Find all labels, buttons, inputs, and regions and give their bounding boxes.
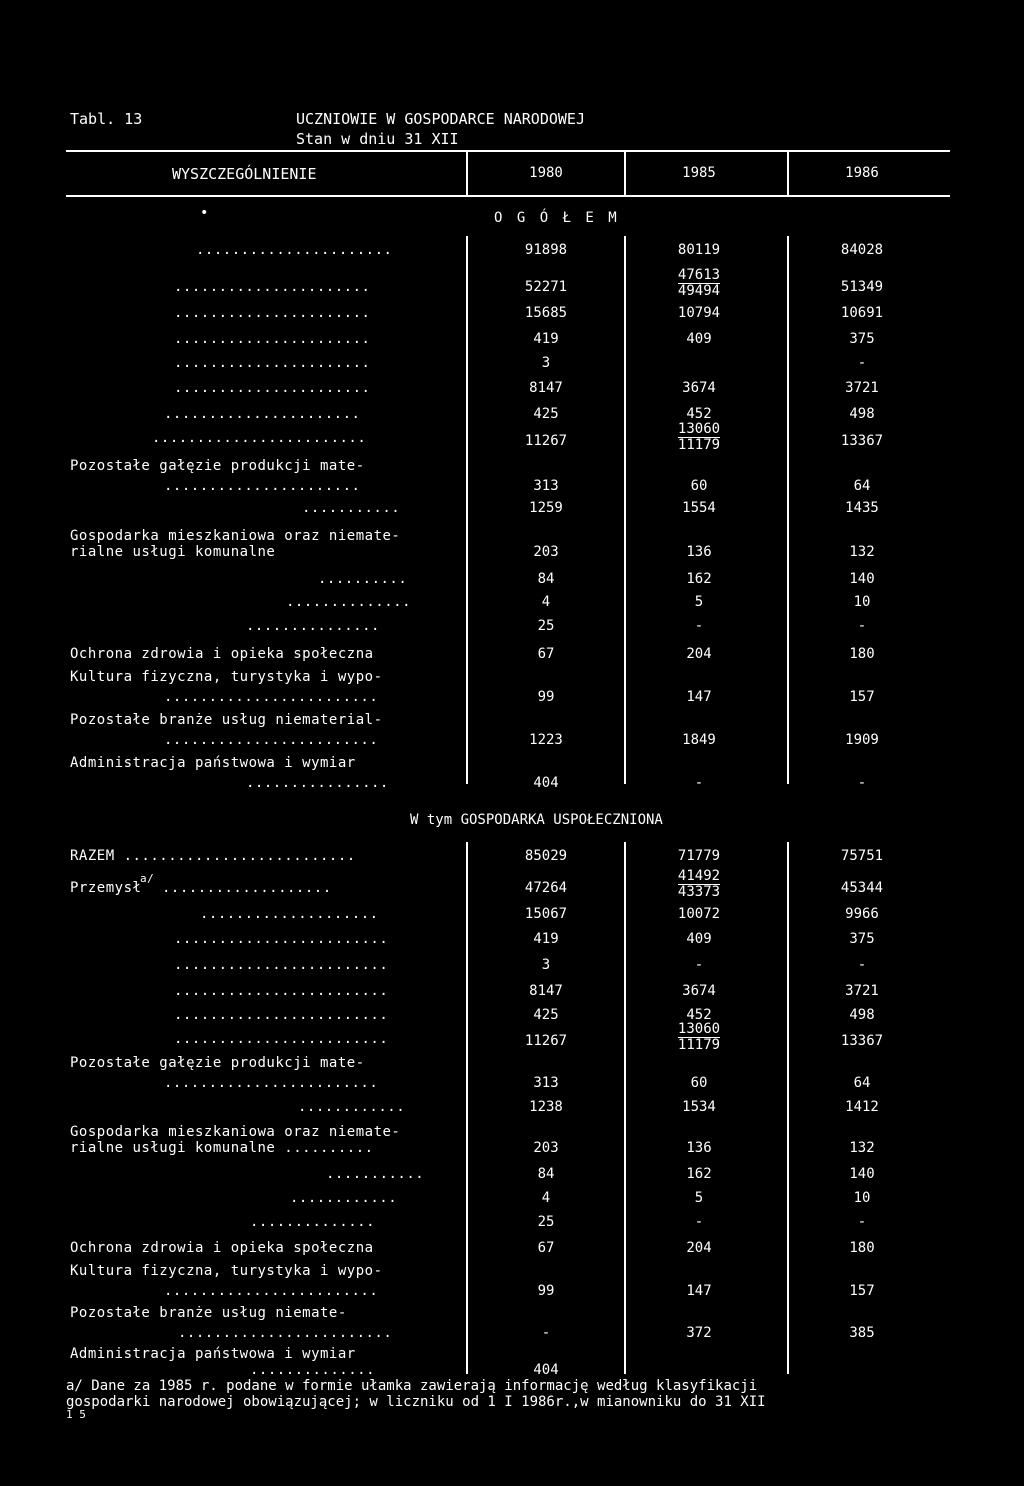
row-label-line1: Gospodarka mieszkaniowa oraz niemate- xyxy=(70,528,401,544)
cell-1986: 10 xyxy=(853,1190,871,1206)
cell-1985: 71779 xyxy=(677,848,721,864)
cell-1986: 75751 xyxy=(840,848,884,864)
cell-1980: 91898 xyxy=(524,242,568,258)
cell-1985: - xyxy=(694,618,704,634)
cell-1986: 10 xyxy=(853,594,871,610)
cell-1980: 52271 xyxy=(524,279,568,295)
footnote-line3: 1 5 xyxy=(66,1408,86,1421)
row-label: ...................... xyxy=(174,355,371,371)
cell-1985: 5 xyxy=(694,1190,704,1206)
column-divider xyxy=(466,152,468,195)
cell-1985: 10072 xyxy=(677,906,721,922)
cell-1980: 4 xyxy=(541,594,551,610)
row-label: ...................... xyxy=(174,279,371,295)
fraction-denominator: 49494 xyxy=(677,283,721,299)
cell-1980: 1259 xyxy=(529,500,563,516)
column-header-1985: 1985 xyxy=(682,165,716,181)
cell-1986: 9966 xyxy=(845,906,879,922)
row-label: ........................ xyxy=(164,689,379,705)
row-label: ........................ xyxy=(174,983,389,999)
cell-1980: 313 xyxy=(533,1075,559,1091)
cell-1980: 8147 xyxy=(529,983,563,999)
cell-1986: 1909 xyxy=(845,732,879,748)
fraction-value xyxy=(639,422,759,453)
cell-1980: 67 xyxy=(537,646,555,662)
cell-1986: 180 xyxy=(849,1240,875,1256)
cell-1985: 409 xyxy=(686,331,712,347)
cell-1986: 3721 xyxy=(845,983,879,999)
cell-1985: 60 xyxy=(690,1075,708,1091)
cell-1986: 51349 xyxy=(840,279,884,295)
row-label: ........................ xyxy=(174,957,389,973)
cell-1980: 99 xyxy=(537,1283,555,1299)
row-label-line1: Pozostałe branże usług niemate- xyxy=(70,1305,347,1321)
cell-1980: 3 xyxy=(541,957,551,973)
cell-1980: 15685 xyxy=(524,305,568,321)
row-label: ...................... xyxy=(164,478,361,494)
row-label: .............. xyxy=(286,594,412,610)
row-label: ........................ xyxy=(174,931,389,947)
column-divider xyxy=(466,236,468,784)
cell-1985: 80119 xyxy=(677,242,721,258)
cell-1985: 162 xyxy=(686,571,712,587)
cell-1986: 140 xyxy=(849,1166,875,1182)
row-label: ........................ xyxy=(152,430,367,446)
row-label: .......... xyxy=(318,571,408,587)
cell-1985: 162 xyxy=(686,1166,712,1182)
cell-1980: 4 xyxy=(541,1190,551,1206)
column-divider xyxy=(787,842,789,1374)
cell-1980: 203 xyxy=(533,544,559,560)
header-rule xyxy=(66,195,950,197)
row-label: ...................... xyxy=(174,380,371,396)
cell-1986: 13367 xyxy=(840,1033,884,1049)
row-label: ............ xyxy=(298,1099,406,1115)
cell-1980: 25 xyxy=(537,618,555,634)
cell-1985: 3674 xyxy=(682,380,716,396)
section-marker: • xyxy=(200,205,212,221)
row-label: Ochrona zdrowia i opieka społeczna xyxy=(70,646,374,662)
cell-1986: 64 xyxy=(853,1075,871,1091)
cell-1980: 1238 xyxy=(529,1099,563,1115)
cell-1986: 45344 xyxy=(840,880,884,896)
row-label-line1: Gospodarka mieszkaniowa oraz niemate- xyxy=(70,1124,401,1140)
fraction-numerator: 13060 xyxy=(677,1021,721,1037)
fraction-denominator: 11179 xyxy=(677,437,721,453)
cell-1985: - xyxy=(694,957,704,973)
row-label-line1: Administracja państwowa i wymiar xyxy=(70,1346,356,1362)
cell-1980: 425 xyxy=(533,1007,559,1023)
cell-1986: 10691 xyxy=(840,305,884,321)
cell-1980: 203 xyxy=(533,1140,559,1156)
row-label: ........................ xyxy=(178,1325,393,1341)
cell-1986: 157 xyxy=(849,689,875,705)
cell-1985: 204 xyxy=(686,646,712,662)
cell-1980: 11267 xyxy=(524,433,568,449)
cell-1985: - xyxy=(694,775,704,791)
row-label: ...................... xyxy=(196,242,393,258)
top-rule xyxy=(66,150,950,152)
column-divider xyxy=(624,842,626,1374)
cell-1986: - xyxy=(857,618,867,634)
section2-title: W tym GOSPODARKA USPOŁECZNIONA xyxy=(410,812,663,828)
row-label: ...................... xyxy=(174,331,371,347)
cell-1986: 375 xyxy=(849,931,875,947)
cell-1986: 498 xyxy=(849,1007,875,1023)
cell-1980: 99 xyxy=(537,689,555,705)
fraction-numerator: 41492 xyxy=(677,868,721,884)
cell-1986: 385 xyxy=(849,1325,875,1341)
row-label-line1: Pozostałe branże usług niematerial- xyxy=(70,712,383,728)
cell-1980: 8147 xyxy=(529,380,563,396)
cell-1986: 13367 xyxy=(840,433,884,449)
cell-1985: 136 xyxy=(686,544,712,560)
row-label: Przemysł xyxy=(70,880,142,896)
cell-1985: - xyxy=(694,1214,704,1230)
cell-1980: 67 xyxy=(537,1240,555,1256)
cell-1986: 132 xyxy=(849,544,875,560)
row-label: .................... xyxy=(200,906,379,922)
column-divider xyxy=(787,236,789,784)
fraction-value xyxy=(639,1022,759,1053)
cell-1985: 372 xyxy=(686,1325,712,1341)
cell-1985: 3674 xyxy=(682,983,716,999)
row-label: .............. xyxy=(250,1214,376,1230)
cell-1985: 10794 xyxy=(677,305,721,321)
cell-1986: 498 xyxy=(849,406,875,422)
row-label: ............... xyxy=(246,618,380,634)
cell-1986: - xyxy=(857,957,867,973)
cell-1985: 147 xyxy=(686,689,712,705)
cell-1986: 84028 xyxy=(840,242,884,258)
section1-title: O G Ó Ł E M xyxy=(494,210,620,226)
cell-1985: 136 xyxy=(686,1140,712,1156)
cell-1980: 84 xyxy=(537,1166,555,1182)
cell-1986: 140 xyxy=(849,571,875,587)
cell-1980: 425 xyxy=(533,406,559,422)
row-label: ........................ xyxy=(164,732,379,748)
table-subtitle: Stan w dniu 31 XII xyxy=(296,130,459,148)
cell-1986: 64 xyxy=(853,478,871,494)
column-divider xyxy=(624,236,626,784)
fraction-value xyxy=(639,268,759,299)
cell-1985: 1849 xyxy=(682,732,716,748)
row-label: rialne usługi komunalne .......... xyxy=(70,1140,374,1156)
cell-1985: 60 xyxy=(690,478,708,494)
cell-1980: 15067 xyxy=(524,906,568,922)
fraction-numerator: 47613 xyxy=(677,267,721,283)
cell-1986: 375 xyxy=(849,331,875,347)
footnote-line1: a/ Dane za 1985 r. podane w formie ułamka zawierają informację według klasyfikacji xyxy=(66,1378,758,1394)
row-label: ........... xyxy=(326,1166,425,1182)
cell-1980: 419 xyxy=(533,331,559,347)
column-divider xyxy=(624,152,626,195)
column-divider xyxy=(787,152,789,195)
footnote-line2: gospodarki narodowej obowiązującej; w liczniku od 1 I 1986r.,w mianowniku do 31 XII xyxy=(66,1394,766,1410)
row-label: .............. xyxy=(250,1362,376,1378)
row-label: RAZEM .......................... xyxy=(70,848,356,864)
cell-1985: 409 xyxy=(686,931,712,947)
row-label-line1: Pozostałe gałęzie produkcji mate- xyxy=(70,458,365,474)
cell-1980: 404 xyxy=(533,1362,559,1378)
row-label: ................ xyxy=(246,775,389,791)
row-label: ...................... xyxy=(174,305,371,321)
row-label: ........................ xyxy=(164,1283,379,1299)
column-header-1986: 1986 xyxy=(845,165,879,181)
row-label: ...................... xyxy=(164,406,361,422)
row-label: ........................ xyxy=(174,1007,389,1023)
row-label: ........................ xyxy=(174,1031,389,1047)
fraction-numerator: 13060 xyxy=(677,421,721,437)
table-title: UCZNIOWIE W GOSPODARCE NARODOWEJ xyxy=(296,110,585,128)
row-label: Ochrona zdrowia i opieka społeczna xyxy=(70,1240,374,1256)
cell-1986: 1412 xyxy=(845,1099,879,1115)
cell-1980: - xyxy=(541,1325,551,1341)
row-label-line1: Pozostałe gałęzie produkcji mate- xyxy=(70,1055,365,1071)
cell-1986: 180 xyxy=(849,646,875,662)
column-header-1980: 1980 xyxy=(529,165,563,181)
row-label: ............ xyxy=(290,1190,398,1206)
cell-1985: 1554 xyxy=(682,500,716,516)
table-number: Tabl. 13 xyxy=(70,110,143,128)
fraction-denominator: 43373 xyxy=(677,884,721,900)
cell-1985: 5 xyxy=(694,594,704,610)
cell-1986: 157 xyxy=(849,1283,875,1299)
row-label: ........... xyxy=(302,500,401,516)
row-label: rialne usługi komunalne xyxy=(70,544,276,560)
row-label-line1: Administracja państwowa i wymiar xyxy=(70,755,356,771)
cell-1980: 11267 xyxy=(524,1033,568,1049)
column-header-label: WYSZCZEGÓLNIENIE xyxy=(172,165,317,183)
column-divider xyxy=(466,842,468,1374)
cell-1986: - xyxy=(857,1214,867,1230)
fraction-denominator: 11179 xyxy=(677,1037,721,1053)
cell-1980: 25 xyxy=(537,1214,555,1230)
cell-1986: 1435 xyxy=(845,500,879,516)
cell-1980: 313 xyxy=(533,478,559,494)
footnote-marker: a/ xyxy=(140,872,155,885)
cell-1980: 84 xyxy=(537,571,555,587)
row-label-line1: Kultura fizyczna, turystyka i wypo- xyxy=(70,669,383,685)
row-label: ........................ xyxy=(164,1075,379,1091)
fraction-value xyxy=(639,869,759,900)
cell-1980: 47264 xyxy=(524,880,568,896)
row-label-dots: ................... xyxy=(162,880,332,896)
cell-1985: 452 xyxy=(686,1007,712,1023)
cell-1980: 1223 xyxy=(529,732,563,748)
cell-1985: 204 xyxy=(686,1240,712,1256)
row-label-line1: Kultura fizyczna, turystyka i wypo- xyxy=(70,1263,383,1279)
cell-1986: 132 xyxy=(849,1140,875,1156)
cell-1980: 85029 xyxy=(524,848,568,864)
cell-1986: 3721 xyxy=(845,380,879,396)
cell-1986: - xyxy=(857,775,867,791)
cell-1985: 147 xyxy=(686,1283,712,1299)
cell-1985: 1534 xyxy=(682,1099,716,1115)
cell-1980: 3 xyxy=(541,355,551,371)
cell-1980: 419 xyxy=(533,931,559,947)
cell-1980: 404 xyxy=(533,775,559,791)
cell-1986: - xyxy=(857,355,867,371)
cell-1985: 452 xyxy=(686,406,712,422)
